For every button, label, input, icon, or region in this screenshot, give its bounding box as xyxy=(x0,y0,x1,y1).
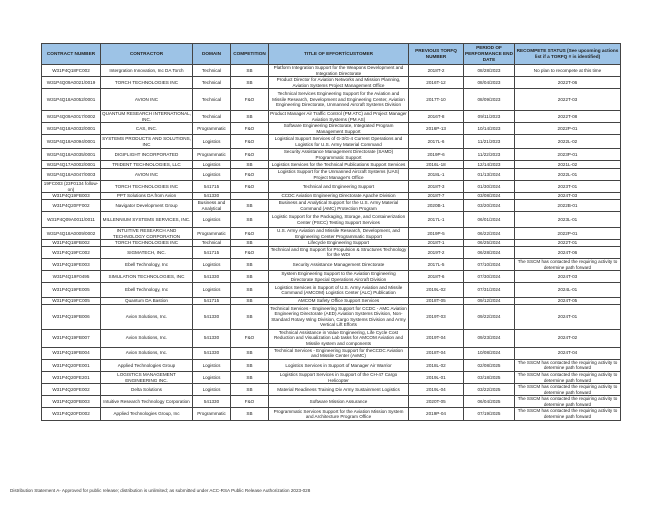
domain-cell: Technical xyxy=(193,77,231,89)
table-row xyxy=(42,149,621,161)
contractor-cell: Avion Solutions, Inc. xyxy=(101,304,193,329)
previous-torfq-cell: 2017L-5 xyxy=(409,258,464,270)
competition-header: COMPETITION xyxy=(231,44,269,65)
title-cell: Technical and Eng Support for Propulsion & Structures Technology for the WDI xyxy=(269,246,409,258)
recompete-status-cell: 2022L-02 xyxy=(515,135,621,149)
contract-number-cell: W31P4Q18A0047/0003 xyxy=(42,169,101,181)
title-cell: Technical Services - Engineering Support for CCDC - AMC Aviation Engineering Directorate (AED) Aviation Systems Division, Non-Standard Rotary Wing Division, Cargo Systems Division and Army Vertical Lift Efforts xyxy=(270,305,407,328)
table-row xyxy=(42,111,621,123)
previous-torfq-header: PREVIOUS TORFQ NUMBER xyxy=(409,44,464,65)
end-date-cell: 11/22/2023 xyxy=(464,149,515,161)
contract-number-cell: W31P4Q20FF002 xyxy=(42,199,101,211)
previous-torfq-cell: 2016P-13 xyxy=(409,123,464,135)
contractor-cell: LOGISTICS MANAGEMENT ENGINEERING INC. xyxy=(101,371,193,383)
contract-number-cell: W31P4Q17A0002/0001 xyxy=(42,161,101,169)
contract-number-cell: W31P4Q18A0035/0001 xyxy=(42,149,101,161)
domain-cell: Logistics xyxy=(193,169,231,181)
previous-torfq-cell: 2018T-04 xyxy=(409,347,464,359)
contract-number-cell: W31P4Q18A0032/0001 xyxy=(42,123,101,135)
end-date-cell: 07/10/2024 xyxy=(464,258,515,270)
competition-cell: F&O xyxy=(231,169,269,181)
table-row xyxy=(42,246,621,258)
competition-cell: F&O xyxy=(231,89,269,111)
recompete-status-cell: The SSCM has contacted the requiring activity to determine path forward xyxy=(515,258,621,270)
end-date-cell: 12/14/2023 xyxy=(464,161,515,169)
header-row xyxy=(42,44,621,65)
contract-number-cell: W31P4Q20FE201 xyxy=(42,371,101,383)
table-row xyxy=(42,347,621,359)
contractor-cell: SIMULATION TECHNOLOGIES, INC xyxy=(101,271,193,283)
recompete-status-cell: 2024T-02 xyxy=(515,329,621,347)
table-row xyxy=(42,228,621,240)
table-row xyxy=(42,212,621,228)
title-cell: Business and Analytical Support for the U.S. Army Material Command (AMC) Protection Program xyxy=(269,199,409,211)
end-date-cell: 06/28/2024 xyxy=(464,246,515,258)
title-cell: Technical Services - Engineering Support for theCCDC Aviation and Missile Center (AvMC) xyxy=(269,347,409,359)
domain-cell: Logistics xyxy=(193,283,231,298)
domain-cell: Logistics xyxy=(193,258,231,270)
previous-torfq-cell: 2020B-1 xyxy=(409,199,464,211)
contractor-cell: Navigator Development Group xyxy=(101,199,193,211)
title-cell: CCDC Aviation Engineering Directorate Apache Division xyxy=(269,193,409,200)
domain-cell: 541715 xyxy=(193,246,231,258)
title-cell: Logistical Support Services of G-3/G-4 Current Operations and Logistics for U.S. Army Material Command xyxy=(269,135,409,149)
previous-torfq-cell: 2017T-10 xyxy=(409,89,464,111)
end-date-cell: 07/19/2025 xyxy=(464,408,515,420)
end-date-cell: 06/25/2024 xyxy=(464,240,515,247)
title-cell: Material Readiness Training Div Army Sustainment Logistics xyxy=(269,384,409,396)
contractor-cell: MILLENNIUM SYSTEMS SERVICES, INC. xyxy=(101,212,193,228)
contract-number-cell: W31P4Q20FE002 xyxy=(42,384,101,396)
contract-number-cell: W31P4Q20FD002 xyxy=(42,408,101,420)
table-row xyxy=(42,65,621,77)
domain-cell: Technical xyxy=(193,111,231,123)
competition-cell: F&O xyxy=(231,181,269,193)
title-cell: Logistics Services in Support of U.S. Army Aviation and Missile Command (AMCOM) Logistics Center (ALC) Publication xyxy=(269,283,409,298)
recompete-status-cell: 2023L-01 xyxy=(515,212,621,228)
contractor-cell: SYSTEMS PRODUCTS AND SOLUTIONS, INC xyxy=(102,136,191,147)
domain-cell: Logistics xyxy=(193,359,231,371)
table-row xyxy=(42,199,621,211)
end-date-cell: 01/13/2024 xyxy=(464,169,515,181)
domain-header: DOMAIN xyxy=(193,44,231,65)
domain-cell: Logistics xyxy=(193,384,231,396)
previous-torfq-cell: 2016T-8 xyxy=(409,111,464,123)
contractor-cell: CAS, INC. xyxy=(101,123,193,135)
contract-number-cell: W31P4Q19FB003 xyxy=(42,193,101,200)
contractor-cell: PPT Solutions DA from Avion xyxy=(101,193,193,200)
title-cell: Software Engineering Directorate, Integrated Program Management Support xyxy=(269,123,409,135)
domain-cell: 541715 xyxy=(193,181,231,193)
previous-torfq-cell: 2020T-05 xyxy=(409,396,464,408)
contract-number-cell: 19FC003 (23F0134 follow-on) xyxy=(42,181,101,193)
competition-cell: F&O xyxy=(231,228,269,240)
contractor-cell: DIGIFLIGHT INCORPORATED xyxy=(101,149,193,161)
competition-cell: SB xyxy=(231,304,269,329)
title-cell: Lifecycle Engineering Support xyxy=(269,240,409,247)
competition-cell: F&O xyxy=(231,246,269,258)
title-cell: Technical and Engineering Support xyxy=(269,181,409,193)
contract-number-cell: W31P4Q18A0094/0001 xyxy=(42,135,101,149)
contractor-cell: SIGMATECH, INC. xyxy=(101,246,193,258)
contract-number-cell: W31P4Q18A0052/0001 xyxy=(42,89,101,111)
end-date-cell: 03/22/2025 xyxy=(464,384,515,396)
end-date-cell: 06/04/2025 xyxy=(464,396,515,408)
previous-torfq-cell: 2019P-6 xyxy=(409,149,464,161)
contract-number-cell: W31P4Q18FC002 xyxy=(42,65,101,77)
competition-cell: F&O xyxy=(231,135,269,149)
table-row xyxy=(42,169,621,181)
recompete-status-cell: 2024L-01 xyxy=(515,283,621,298)
contract-number-cell: W31P4Q09A0017/0002 xyxy=(42,111,101,123)
title-cell: Technical Assistance in Value Engineering, Life Cycle Cost Reduction and Visualization Lab tasks for AMCOM Aviation and Missile system and components xyxy=(269,329,409,347)
end-date-cell: 01/30/2024 xyxy=(464,181,515,193)
title-cell: Technical Services Engineering Support for the Aviation and Missile Research, Development and Engineering Center, Aviation Engineering Directorate, Unmanned Aircraft Systems Division xyxy=(269,89,409,111)
contract-number-cell: W31P4Q18FB002 xyxy=(42,240,101,247)
domain-cell: Logistics xyxy=(193,161,231,169)
table-row xyxy=(42,408,621,420)
end-date-cell: 08/09/2023 xyxy=(464,89,515,111)
table-row xyxy=(42,359,621,371)
previous-torfq-cell: 2018T-6 xyxy=(409,271,464,283)
recompete-status-cell: 2022L-01 xyxy=(515,169,621,181)
recompete-status-cell: 2021L-02 xyxy=(515,161,621,169)
previous-torfq-cell: 2017L-1 xyxy=(409,212,464,228)
contract-number-cell: W31P4Q19F0495 xyxy=(42,271,101,283)
table-row xyxy=(42,283,621,298)
domain-cell: 541330 xyxy=(193,271,231,283)
title-cell: AMCOM Safety Office Support Services xyxy=(269,298,409,305)
title-cell: Logistics Support Services in Support of the CH-47 Cargo Helicopter xyxy=(269,371,409,383)
title-header: TITLE OF EFFORT/CUSTOMER xyxy=(269,44,409,65)
table-row xyxy=(42,271,621,283)
contract-number-cell: W31P4Q18A0009/0002 xyxy=(42,228,101,240)
contract-number-cell: W31P4Q20FE001 xyxy=(42,359,101,371)
contractor-cell: Avion Solutions, Inc. xyxy=(101,329,193,347)
recompete-status-cell: The SSCM has contacted the requiring activity to determine path forward xyxy=(515,359,621,371)
domain-cell: Programmatic xyxy=(193,149,231,161)
title-cell: Logistic Support for the Packaging, Storage, and Containerization Center (PSCC) Testing Support Services xyxy=(269,212,409,228)
table-row xyxy=(42,77,621,89)
competition-cell: SB xyxy=(231,371,269,383)
domain-cell: Programmatic xyxy=(193,228,231,240)
contractor-cell: TORCH TECHNOLOGIES INC xyxy=(101,240,193,247)
end-date-cell: 09/22/2024 xyxy=(464,304,515,329)
end-date-cell: 10/14/2023 xyxy=(464,123,515,135)
previous-torfq-cell: 2016T-12 xyxy=(409,77,464,89)
recompete-status-cell: 2022T-03 xyxy=(515,89,621,111)
table-row xyxy=(42,304,621,329)
recompete-status-cell: 2022T-01 xyxy=(515,240,621,247)
competition-cell: SB xyxy=(231,298,269,305)
recompete-status-cell: 2024T-05 xyxy=(515,298,621,305)
domain-cell: 541330 xyxy=(193,329,231,347)
recompete-status-cell: 2023T-01 xyxy=(515,181,621,193)
recompete-status-cell: 2022P-01 xyxy=(515,123,621,135)
contractor-cell: TORCH TECHNOLOGIES INC xyxy=(101,181,193,193)
contractor-cell: Avion Solutions, Inc. xyxy=(101,347,193,359)
previous-torfq-cell: 2018L-1 xyxy=(409,169,464,181)
competition-cell: SB xyxy=(231,240,269,247)
competition-cell: SB xyxy=(231,283,269,298)
domain-cell: 541330 xyxy=(193,396,231,408)
contractor-cell: AVION INC xyxy=(101,169,193,181)
contract-number-cell: W31P4Q19FE003 xyxy=(42,258,101,270)
competition-cell xyxy=(231,193,269,200)
recompete-status-cell: 2022T-08 xyxy=(515,111,621,123)
domain-cell: Business and Analytical xyxy=(193,199,231,211)
competition-cell: SB xyxy=(231,161,269,169)
table-row xyxy=(42,123,621,135)
contract-number-cell: W31P4Q19FC002 xyxy=(42,246,101,258)
table-row xyxy=(42,298,621,305)
recompete-status-cell: The SSCM has contacted the requiring activity to determine path forward xyxy=(515,408,621,420)
previous-torfq-cell: 2018T-2 xyxy=(409,65,464,77)
recompete-status-cell: The SSCM has contacted the requiring activity to determine path forward xyxy=(515,384,621,396)
table-row xyxy=(42,240,621,247)
domain-cell: 541330 xyxy=(193,304,231,329)
domain-cell: Technical xyxy=(193,89,231,111)
recompete-status-cell: 2022P-01 xyxy=(515,228,621,240)
competition-cell: SB xyxy=(231,77,269,89)
domain-cell: Logistics xyxy=(193,212,231,228)
competition-cell: SB xyxy=(231,359,269,371)
end-date-cell: 10/08/2024 xyxy=(464,347,515,359)
recompete-status-cell: The SSCM has contacted the requiring activity to determine path forward xyxy=(515,396,621,408)
table-body xyxy=(42,65,621,421)
end-date-cell: 08/28/2023 xyxy=(464,65,515,77)
domain-cell: Technical xyxy=(193,65,231,77)
recompete-table xyxy=(41,43,621,421)
table-row xyxy=(42,135,621,149)
previous-torfq-cell: 2019L-02 xyxy=(409,283,464,298)
domain-cell: Logistics xyxy=(193,135,231,149)
distribution-statement: Distribution Statement A- Approved for public release; distribution is unlimited; as submitted under ACC-RSA Public Release Authorization 2023-028 xyxy=(10,488,311,493)
table-row xyxy=(42,384,621,396)
table-row xyxy=(42,193,621,200)
recompete-status-cell: The SSCM has contacted the requiring activity to determine path forward xyxy=(515,371,621,383)
competition-cell: SB xyxy=(231,111,269,123)
contract-number-cell: W31P4Q19FE005 xyxy=(42,283,101,298)
competition-cell: F&O xyxy=(231,329,269,347)
contract-number-cell: W31P4Q20FB003 xyxy=(42,396,101,408)
previous-torfq-cell: 2017L-6 xyxy=(409,135,464,149)
end-date-cell: 11/21/2023 xyxy=(464,135,515,149)
title-cell: Programmatic Services Support for the Aviation Mission System and Architecture Program Office xyxy=(269,408,409,420)
end-date-cell: 06/01/2024 xyxy=(464,212,515,228)
contractor-cell: TRIDENT TECHNOLOGIES, LLC xyxy=(101,161,193,169)
domain-cell: Logistics xyxy=(193,371,231,383)
previous-torfq-cell: 2018T-05 xyxy=(409,298,464,305)
table-row xyxy=(42,89,621,111)
recompete-status-cell: 2024T-03 xyxy=(515,271,621,283)
contractor-cell: AVION INC xyxy=(101,89,193,111)
end-date-header: PERIOD OF PERFORMANCE END DATE xyxy=(464,44,515,65)
recompete-status-cell: 2023P-01 xyxy=(515,149,621,161)
contract-number-cell: W31P4Q19FB006 xyxy=(42,304,101,329)
domain-cell: Technical xyxy=(193,240,231,247)
previous-torfq-cell: 2019T-03 xyxy=(409,304,464,329)
end-date-cell: 09/12/2024 xyxy=(464,298,515,305)
end-date-cell: 07/30/2024 xyxy=(464,271,515,283)
domain-cell: Programmatic xyxy=(193,123,231,135)
contract-number-cell: W31P4Q09A0021/0019 xyxy=(42,77,101,89)
table-row xyxy=(42,396,621,408)
recompete-status-cell: 2024T-03 xyxy=(515,193,621,200)
table-row xyxy=(42,371,621,383)
competition-cell: F&O xyxy=(231,149,269,161)
recompete-status-cell: 2022T-06 xyxy=(515,77,621,89)
end-date-cell: 03/08/2024 xyxy=(464,193,515,200)
previous-torfq-cell: 2019L-04 xyxy=(409,384,464,396)
title-cell: Logistics Support for the Unmanned Aircraft Systems (UAS) Project Manager's Office xyxy=(269,169,409,181)
recompete-status-cell: 2022B-01 xyxy=(515,199,621,211)
end-date-cell: 06/22/2024 xyxy=(464,228,515,240)
competition-cell: F&O xyxy=(231,123,269,135)
title-cell: System Engineering Support to the Aviation Engineering Directorate Special Operations Aircraft Division xyxy=(269,271,409,283)
recompete-status-cell: 2024T-06 xyxy=(515,246,621,258)
title-cell: Product Manager Air Traffic Control (PM ATC) and Project Manager Aviation Systems (PM AS) xyxy=(270,111,407,122)
previous-torfq-cell: 2018T-3 xyxy=(409,181,464,193)
table-row xyxy=(42,161,621,169)
contractor-cell: Ebell Technology, Inc xyxy=(101,258,193,270)
domain-cell: Programmatic xyxy=(193,408,231,420)
previous-torfq-cell: 2019T-04 xyxy=(409,329,464,347)
recompete-status-cell: No plan to recompete at this time xyxy=(515,65,621,77)
table-row xyxy=(42,258,621,270)
competition-cell: SB xyxy=(231,258,269,270)
title-cell: U.S. Army Aviation and Missile Research, Development, and Engineering Center Programmatic Support xyxy=(269,228,409,240)
contractor-cell: Applied Technologies Group xyxy=(101,359,193,371)
contractor-cell: QUANTUM RESEARCH INTERNATIONAL, INC. xyxy=(102,111,191,122)
contract-number-cell: W31P4Q19FB007 xyxy=(42,329,101,347)
title-cell: Security Assistance Management Directorate (SAMD) Programmatic Support xyxy=(269,149,409,161)
contractor-cell: Quantum DA Bastion xyxy=(101,298,193,305)
previous-torfq-cell: 2016L-18 xyxy=(409,161,464,169)
title-cell: Product Director for Aviation Networks and Mission Planning, Aviation Systems Project Management Office xyxy=(269,77,409,89)
end-date-cell: 03/18/2025 xyxy=(464,371,515,383)
previous-torfq-cell: 2019L-01 xyxy=(409,371,464,383)
previous-torfq-cell: 2018T-7 xyxy=(409,193,464,200)
contract-number-cell: W31P4Q19FC005 xyxy=(42,298,101,305)
title-cell: Logistics Services for the Technical Publications Support Services xyxy=(269,161,409,169)
contractor-header: CONTRACTOR xyxy=(101,44,193,65)
competition-cell: SB xyxy=(231,347,269,359)
end-date-cell: 09/11/2023 xyxy=(464,111,515,123)
contractor-cell: TORCH TECHNOLOGIES INC xyxy=(101,77,193,89)
end-date-cell: 09/23/2024 xyxy=(464,329,515,347)
previous-torfq-cell: 2018L-02 xyxy=(409,359,464,371)
contractor-cell: Delta Solutions xyxy=(101,384,193,396)
competition-cell: F&O xyxy=(231,396,269,408)
previous-torfq-cell: 2019T-2 xyxy=(409,246,464,258)
previous-torfq-cell: 2019P-04 xyxy=(409,408,464,420)
end-date-cell: 08/04/2023 xyxy=(464,77,515,89)
contractor-cell: Intergration Innovation, Inc DA Torch xyxy=(101,65,193,77)
recompete-status-cell: 2024T-01 xyxy=(515,304,621,329)
table-row xyxy=(42,181,621,193)
previous-torfq-cell: 2018T-1 xyxy=(409,240,464,247)
title-cell: Logistics Services in Support of Manager Air Warrior xyxy=(269,359,409,371)
contractor-cell: Intuitive Research Technology Corporation xyxy=(101,396,193,408)
end-date-cell: 02/08/2025 xyxy=(464,359,515,371)
contract-number-header: CONTRACT NUMBER xyxy=(42,44,101,65)
title-cell: Software Mission Assurance xyxy=(269,396,409,408)
contractor-cell: Ebell Technology, Inc xyxy=(101,283,193,298)
contract-number-cell: W31P4Q09A0011/0011 xyxy=(42,212,101,228)
domain-cell: 541715 xyxy=(193,298,231,305)
end-date-cell: 03/20/2024 xyxy=(464,199,515,211)
recompete-status-cell: 2024T-04 xyxy=(515,347,621,359)
competition-cell: SB xyxy=(231,384,269,396)
competition-cell: SB xyxy=(231,212,269,228)
title-cell: Security Assistance Management Directorate xyxy=(269,258,409,270)
contractor-cell: INTUITIVE RESEARCH AND TECHNOLOGY CORPORATION xyxy=(101,228,193,240)
previous-torfq-cell: 2019P-5 xyxy=(409,228,464,240)
competition-cell: SB xyxy=(231,271,269,283)
competition-cell: SB xyxy=(231,65,269,77)
end-date-cell: 07/31/2024 xyxy=(464,283,515,298)
domain-cell: 541330 xyxy=(193,193,231,200)
contractor-cell: Applied Technologies Group, Inc xyxy=(101,408,193,420)
table-row xyxy=(42,329,621,347)
competition-cell: SB xyxy=(231,199,269,211)
title-cell: Platform Integration Support for the Weapons Development and Integration Directorate xyxy=(269,65,409,77)
contract-number-cell: W31P4Q19FB004 xyxy=(42,347,101,359)
recompete-status-header: RECOMPETE STATUS (See upcoming actions list if a TORFQ # is identified) xyxy=(515,44,621,65)
competition-cell: SB xyxy=(231,408,269,420)
domain-cell: 541330 xyxy=(193,347,231,359)
